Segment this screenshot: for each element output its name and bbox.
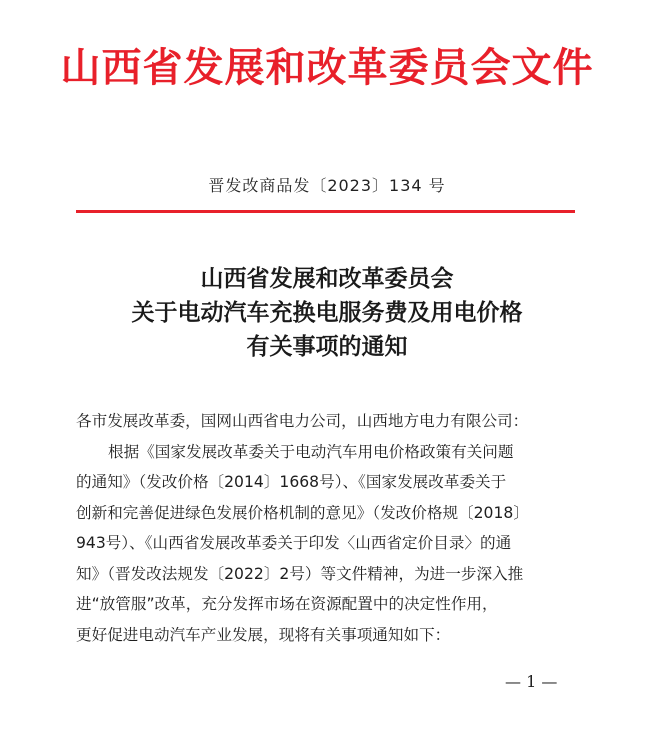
title-line-1: 山西省发展和改革委员会 xyxy=(200,265,454,292)
document-number: 晋发改商品发〔2023〕134 号 xyxy=(208,176,446,195)
paragraph-line: 943号）、《山西省发展改革委关于印发〈山西省定价目录〉的通 xyxy=(76,534,512,552)
paragraph-line: 知》（晋发改法规发〔2022〕2号）等文件精神，为进一步深入推 xyxy=(76,564,524,583)
red-divider-rule xyxy=(76,210,575,213)
paragraph-line: 的通知》（发改价格〔2014〕1668号）、《国家发展改革委关于 xyxy=(76,473,507,491)
document-body xyxy=(76,406,586,650)
paragraph-line: 进“放管服”改革，充分发挥市场在资源配置中的决定性作用， xyxy=(76,595,498,613)
paragraph-line: 根据《国家发展改革委关于电动汽车用电价格政策有关问题 xyxy=(108,442,514,461)
issuer-header-title: 山西省发展和改革委员会文件 xyxy=(60,44,594,91)
paragraph-line: 更好促进电动汽车产业发展，现将有关事项通知如下： xyxy=(76,625,451,644)
title-line-2: 关于电动汽车充换电服务费及用电价格 xyxy=(131,299,523,326)
addressee-line: 各市发展改革委，国网山西省电力公司，山西地方电力有限公司： xyxy=(76,412,529,430)
document-title xyxy=(0,262,654,364)
title-line-3: 有关事项的通知 xyxy=(246,333,408,360)
page-number: — 1 — xyxy=(505,672,558,691)
paragraph-line: 创新和完善促进绿色发展价格机制的意见》（发改价格规〔2018〕 xyxy=(76,503,529,522)
